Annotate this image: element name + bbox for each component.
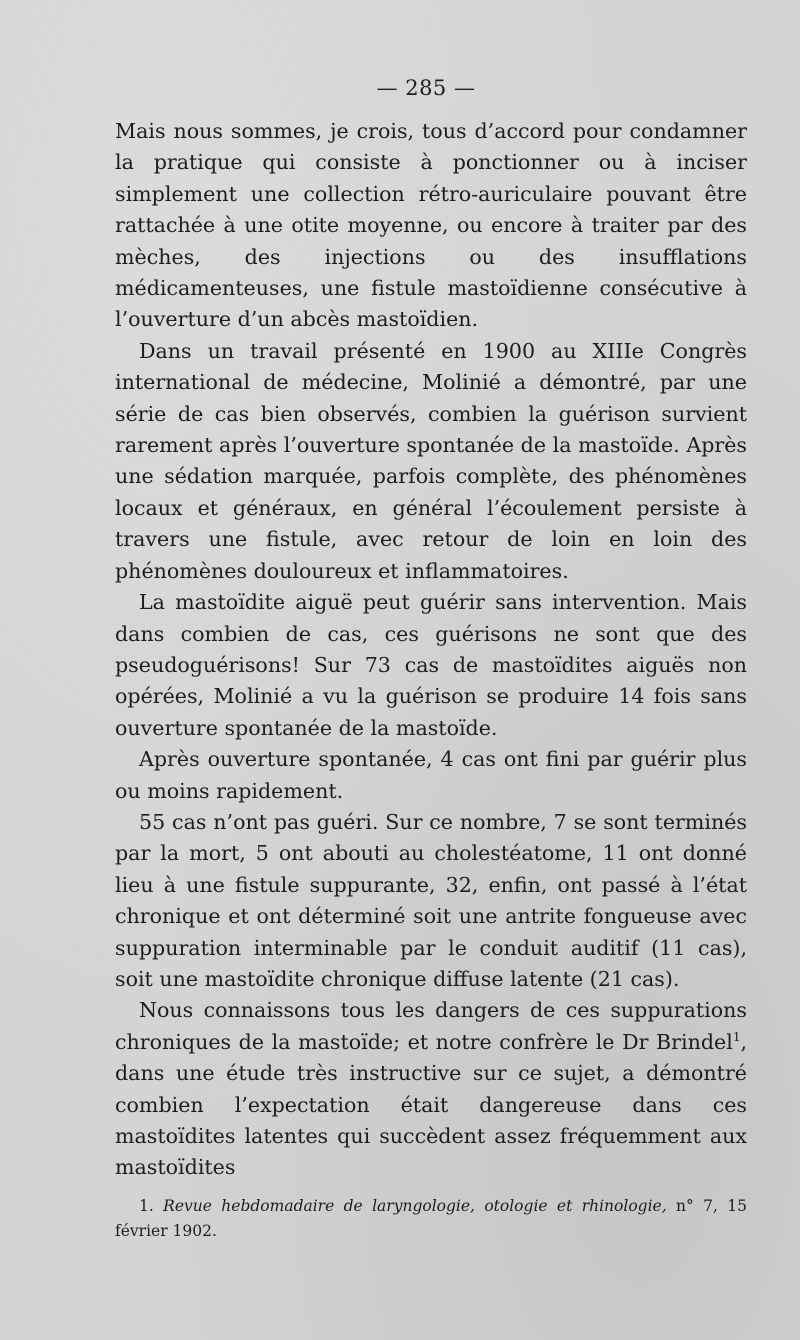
footnote <box>115 1194 747 1244</box>
footnotes <box>115 1194 747 1244</box>
paragraph: Mais nous sommes, je crois, tous d’accord pour condamner la pratique qui consiste à ponctionner ou à inciser simplement une collection rétro-auriculaire pouvant être rattachée à une otite moyenne, ou encore à traiter par des mèches, des injections ou des insufflations médicamenteuses, une fistule mastoïdienne consécutive à l’ouverture d’un abcès mastoïdien. <box>115 119 747 332</box>
footnote-reference: 1 <box>732 1029 741 1044</box>
paragraph: Après ouverture spontanée, 4 cas ont fini par guérir plus ou moins rapidement. <box>115 747 747 803</box>
paragraph: Dans un travail présenté en 1900 au XIIIe Congrès international de médecine, Molinié a démontré, par une série de cas bien observés, combien la guérison survient rarement après l’ouverture spontanée de la mastoïde. Après une sédation marquée, parfois complète, des phénomènes locaux et généraux, en général l’écoulement persiste à travers une fistule, avec retour de loin en loin des phénomènes douloureux et inflammatoires. <box>115 338 747 583</box>
paragraph-text-continued: , dans une étude très instructive sur ce sujet, a démontré combien l’expectation était dangereuse dans ces mastoïdites latentes qui succèdent assez fréquemment aux mastoïdites <box>115 1029 747 1180</box>
paragraph <box>115 995 747 1183</box>
paragraph-text: Nous connaissons tous les dangers de ces suppurations chroniques de la mastoïde; et notre confrère le Dr Brindel <box>115 998 747 1054</box>
paragraph: La mastoïdite aiguë peut guérir sans intervention. Mais dans combien de cas, ces guérisons ne sont que des pseudoguérisons! Sur 73 cas de mastoïdites aiguës non opérées, Molinié a vu la guérison se produire 14 fois sans ouverture spontanée de la mastoïde. <box>115 590 747 740</box>
footnote-source-title: Revue hebdomadaire de laryngologie, otologie et rhinologie, <box>163 1197 667 1215</box>
paragraph: 55 cas n’ont pas guéri. Sur ce nombre, 7 se sont terminés par la mort, 5 ont abouti au cholestéatome, 11 ont donné lieu à une fistule suppurante, 32, enfin, ont passé à l’état chronique et ont déterminé soit une antrite fongueuse avec suppuration interminable par le conduit auditif (11 cas), soit une mastoïdite chronique diffuse latente (21 cas). <box>115 809 747 991</box>
footnote-marker: 1. <box>139 1197 154 1215</box>
footnote-detail: n° 7, 15 février 1902. <box>115 1197 747 1240</box>
main-text <box>115 116 747 1184</box>
page-number: — 285 — <box>376 76 476 100</box>
